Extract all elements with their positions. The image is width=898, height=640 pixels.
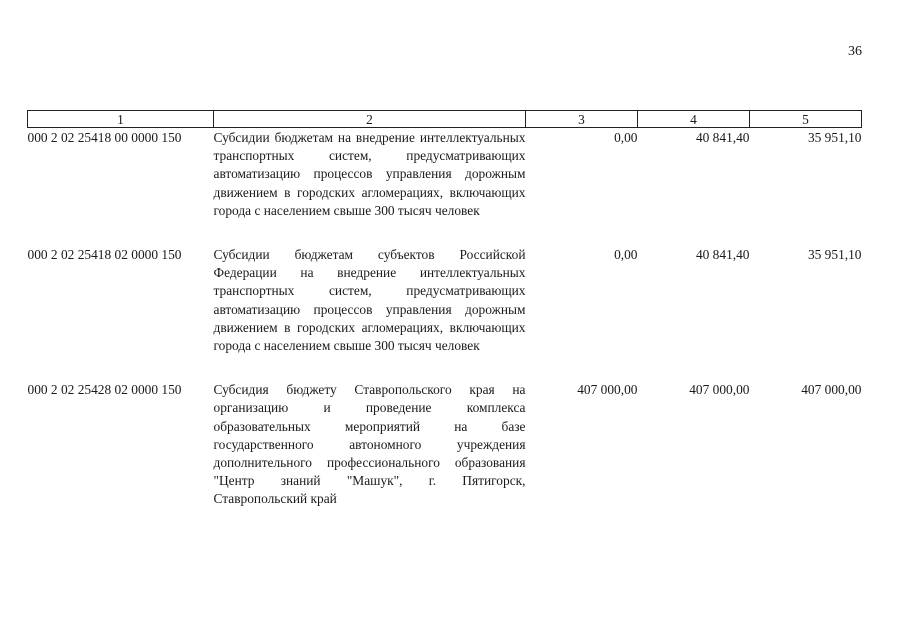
budget-code: 000 2 02 25428 02 0000 150: [27, 382, 182, 398]
table-row: [28, 128, 862, 247]
amount-col5: 407 000,00: [801, 382, 862, 398]
amount-col4: 407 000,00: [689, 382, 750, 398]
table-row: [28, 246, 862, 381]
amount-col4: 40 841,40: [695, 247, 750, 263]
table-row: [28, 381, 862, 534]
amount-col3: 407 000,00: [577, 382, 638, 398]
amount-col3: 0,00: [614, 247, 638, 263]
amount-col5: 35 951,10: [807, 130, 862, 145]
amount-col3: 0,00: [614, 130, 638, 145]
budget-code: 000 2 02 25418 02 0000 150: [27, 247, 182, 263]
header-cell-3: 3: [526, 111, 638, 128]
header-cell-4: 4: [638, 111, 750, 128]
item-name: Субсидии бюджетам субъектов Российской Федерации на внедрение интеллектуальных транспортных систем, предусматривающих автоматизацию процессов управления дорожным движением в городских агломерациях, включающих города с населением свыше 300 тысяч человек: [213, 247, 526, 354]
header-cell-2: 2: [214, 111, 526, 128]
header-cell-1: 1: [28, 111, 214, 128]
page-number: 36: [848, 44, 862, 59]
item-name: Субсидии бюджетам на внедрение интеллектуальных транспортных систем, предусматривающих автоматизацию процессов управления дорожным движением в городских агломерациях, включающих города с населением свыше 300 тысяч человек: [213, 130, 526, 218]
budget-table: [27, 110, 862, 535]
amount-col4: 40 841,40: [695, 130, 750, 145]
header-row: [28, 111, 862, 128]
budget-code: 000 2 02 25418 00 0000 150: [27, 130, 182, 145]
header-cell-5: 5: [750, 111, 862, 128]
item-name: Субсидия бюджету Ставропольского края на организацию и проведение комплекса образовательных мероприятий на базе государственного автономного учреждения дополнительного профессионального образования "Центр знаний "Машук", г. Пятигорск, Ставропольский край: [213, 382, 526, 507]
amount-col5: 35 951,10: [807, 247, 862, 263]
